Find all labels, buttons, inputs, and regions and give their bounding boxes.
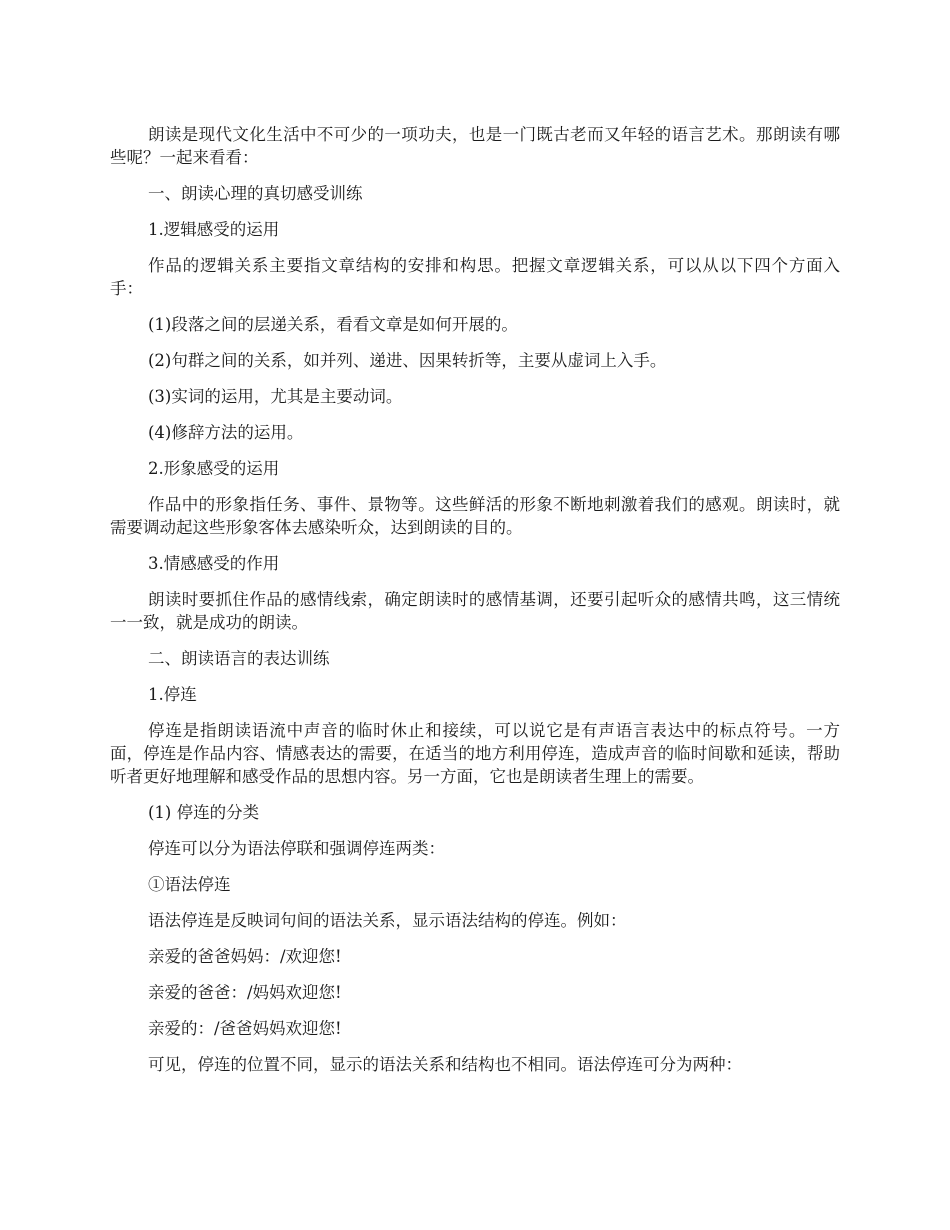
list-item: (3)实词的运用，尤其是主要动词。 [148,387,403,406]
list-item: (4)修辞方法的运用。 [148,423,304,442]
example-line: 亲爱的爸爸妈妈：/欢迎您! [148,947,342,966]
list-item: (2)句群之间的关系，如并列、递进、因果转折等，主要从虚词上入手。 [148,351,667,370]
subsection-heading: ①语法停连 [148,875,231,894]
paragraph: 语法停连是反映词句间的语法关系，显示语法结构的停连。例如： [148,911,627,930]
subsection-heading: 1.停连 [148,685,197,704]
example-line: 亲爱的：/爸爸妈妈欢迎您! [148,1019,342,1038]
paragraph: 作品中的形象指任务、事件、景物等。这些鲜活的形象不断地刺激着我们的感观。朗读时，就需要调动起这些形象客体去感染听众，达到朗读的目的。 [110,495,840,537]
example-line: 亲爱的爸爸：/妈妈欢迎您! [148,983,342,1002]
subsection-heading: 3.情感感受的作用 [148,554,280,573]
paragraph: 朗读时要抓住作品的感情线索，确定朗读时的感情基调，还要引起听众的感情共鸣，这三情统一一致，就是成功的朗读。 [110,590,840,632]
section-heading: 二、朗读语言的表达训练 [148,649,330,668]
list-item: (1)段落之间的层递关系，看看文章是如何开展的。 [148,315,518,334]
paragraph: 停连是指朗读语流中声音的临时休止和接续，可以说它是有声语言表达中的标点符号。一方面，停连是作品内容、情感表达的需要，在适当的地方利用停连，造成声音的临时间歇和延读，帮助听者更好地理解和感受作品的思想内容。另一方面，它也是朗读者生理上的需要。 [110,721,840,786]
subsection-heading: 1.逻辑感受的运用 [148,220,280,239]
section-heading: 一、朗读心理的真切感受训练 [148,184,363,203]
paragraph: 作品的逻辑关系主要指文章结构的安排和构思。把握文章逻辑关系，可以从以下四个方面入手： [110,256,840,298]
document-body [110,123,840,1089]
subsection-heading: (1) 停连的分类 [148,803,260,822]
paragraph: 可见，停连的位置不同，显示的语法关系和结构也不相同。语法停连可分为两种： [148,1055,742,1074]
paragraph: 停连可以分为语法停联和强调停连两类： [148,839,445,858]
subsection-heading: 2.形象感受的运用 [148,459,280,478]
paragraph: 朗读是现代文化生活中不可少的一项功夫，也是一门既古老而又年轻的语言艺术。那朗读有哪些呢？一起来看看： [110,125,840,167]
